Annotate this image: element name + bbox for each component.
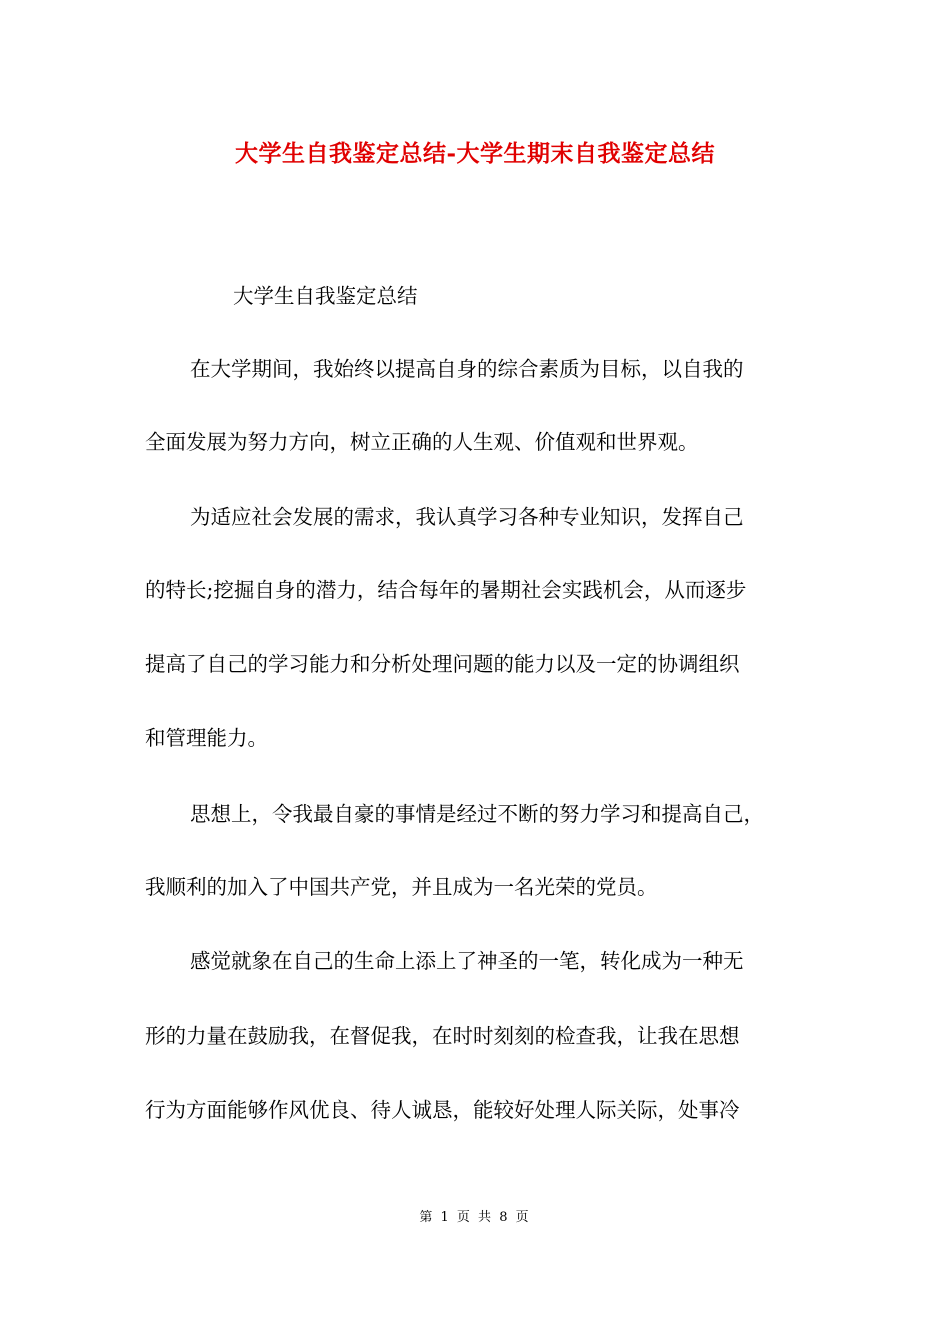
paragraph-line: 的特长;挖掘自身的潜力，结合每年的暑期社会实践机会，从而逐步	[145, 578, 747, 602]
section-heading: 大学生自我鉴定总结	[233, 284, 418, 308]
page-number-footer: 第 1 页 共 8 页	[419, 1210, 531, 1225]
paragraph-line: 思想上，令我最自豪的事情是经过不断的努力学习和提高自己，	[190, 802, 764, 826]
paragraph-line: 提高了自己的学习能力和分析处理问题的能力以及一定的协调组织	[145, 652, 740, 676]
paragraph-line: 在大学期间，我始终以提高自身的综合素质为目标，以自我的	[190, 357, 744, 381]
paragraph-line: 形的力量在鼓励我，在督促我，在时时刻刻的检查我，让我在思想	[145, 1024, 740, 1048]
paragraph-line: 为适应社会发展的需求，我认真学习各种专业知识，发挥自己	[190, 505, 744, 529]
paragraph-line: 行为方面能够作风优良、待人诚恳，能较好处理人际关际，处事冷	[145, 1098, 740, 1122]
paragraph-line: 全面发展为努力方向，树立正确的人生观、价值观和世界观。	[145, 430, 699, 454]
document-title: 大学生自我鉴定总结-大学生期末自我鉴定总结	[234, 140, 716, 167]
paragraph-line: 和管理能力。	[145, 726, 268, 750]
paragraph-line: 我顺利的加入了中国共产党，并且成为一名光荣的党员。	[145, 875, 658, 899]
paragraph-line: 感觉就象在自己的生命上添上了神圣的一笔，转化成为一种无	[190, 949, 744, 973]
